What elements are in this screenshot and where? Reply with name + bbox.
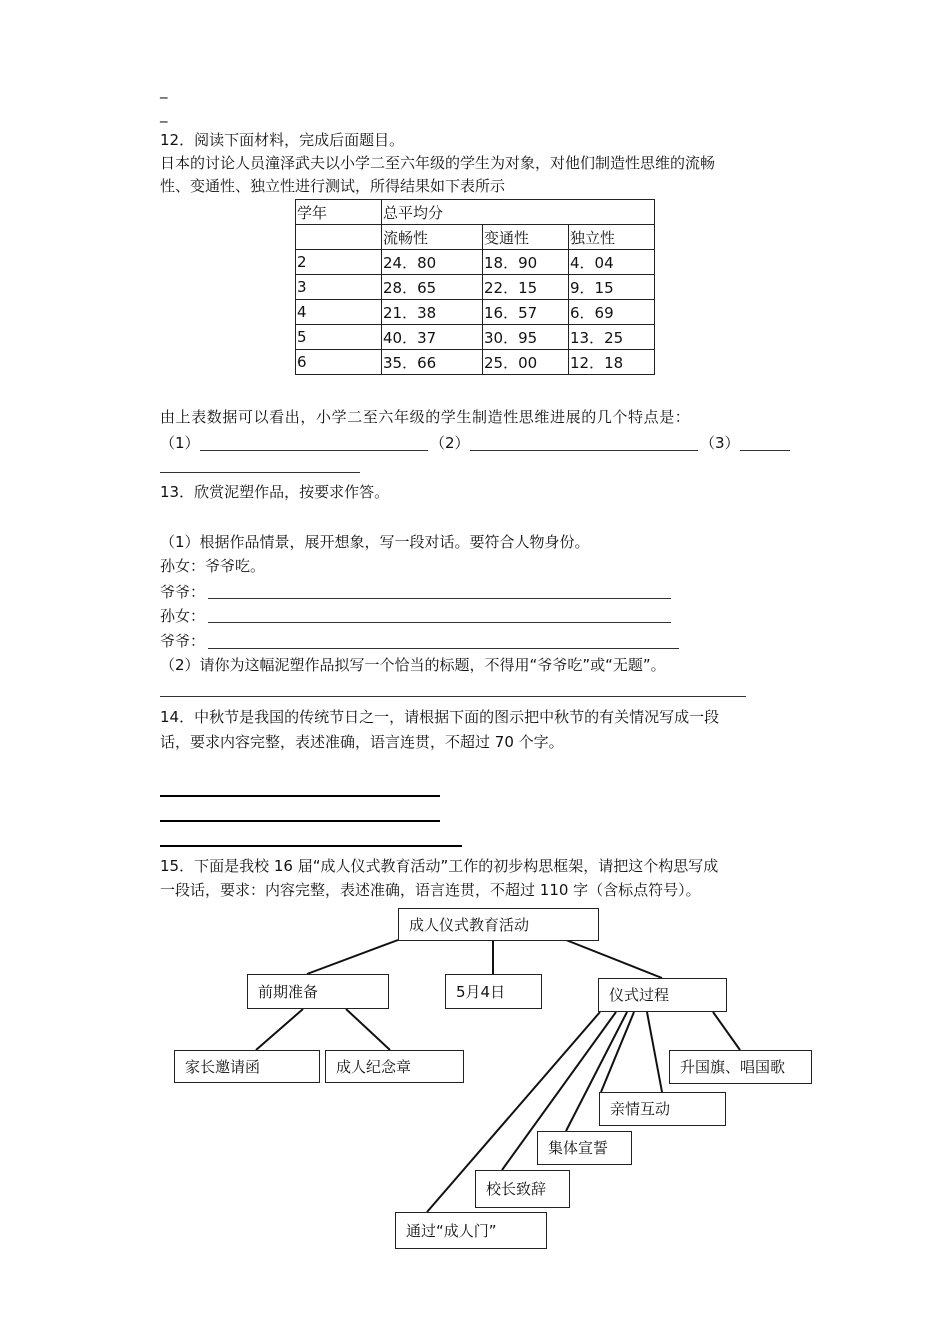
cell-fluency: 28．65 [382,275,483,300]
node-adult-gate: 通过“成人门” [395,1212,547,1249]
cell-flexibility: 18．90 [483,250,569,275]
cell-independence: 9．15 [569,275,655,300]
cell-fluency: 24．80 [382,250,483,275]
q12-title: 12．阅读下面材料，完成后面题目。 [160,131,405,149]
header-total: 总平均分 [382,200,655,225]
cell-independence: 6．69 [569,300,655,325]
stray-mark-2: _ [160,105,168,123]
cell-independence: 13．25 [569,325,655,350]
cell-grade: 3 [296,275,382,300]
node-date: 5月4日 [445,974,542,1009]
q12-intro-line1: 日本的讨论人员潼泽武夫以小学二至六年级的学生为对象，对他们制造性思维的流畅 [160,154,716,172]
node-badge: 成人纪念章 [325,1050,464,1083]
node-root: 成人仪式教育活动 [398,908,599,941]
header-fluency: 流畅性 [382,225,483,250]
q13-title: 13．欣赏泥塑作品，按要求作答。 [160,483,390,501]
cell-flexibility: 30．95 [483,325,569,350]
node-flag-anthem: 升国旗、唱国歌 [669,1050,812,1084]
connector-ceremony-flag [713,1012,740,1050]
q15-line2: 一段话，要求：内容完整，表述准确，语言连贯，不超过 110 字（含标点符号）。 [160,881,701,899]
q13-part2: （2）请你为这幅泥塑作品拟写一个恰当的标题，不得用“爷爷吃”或“无题”。 [160,656,666,674]
cell-grade: 5 [296,325,382,350]
header-grade: 学年 [296,200,382,225]
node-preparation: 前期准备 [247,974,389,1009]
q12-blank-label-2: （2） [430,434,470,452]
q14-line1: 14．中秋节是我国的传统节日之一，请根据下面的图示把中秋节的有关情况写成一段 [160,708,720,726]
connector-root-prep [307,940,398,974]
q14-line2: 话，要求内容完整，表述准确，语言连贯，不超过 70 个字。 [160,733,564,751]
q15-line1: 15．下面是我校 16 届“成人仪式教育活动”工作的初步构思框架，请把这个构思写成 [160,857,719,875]
q12-blank-label-1: （1） [160,434,200,452]
cell-grade: 6 [296,350,382,375]
node-ceremony: 仪式过程 [598,978,727,1012]
cell-fluency: 21．38 [382,300,483,325]
header-independence: 独立性 [569,225,655,250]
cell-grade: 2 [296,250,382,275]
q12-intro-line2: 性、变通性、独立性进行测试，所得结果如下表所示 [160,177,506,195]
node-oath: 集体宣誓 [537,1131,632,1165]
cell-fluency: 35．66 [382,350,483,375]
cell-grade: 4 [296,300,382,325]
cell-independence: 12．18 [569,350,655,375]
stray-mark-1: _ [160,81,168,99]
node-invitation: 家长邀请函 [174,1050,320,1083]
q13-part1: （1）根据作品情景，展开想象，写一段对话。要符合人物身份。 [160,533,590,551]
node-family-interaction: 亲情互动 [599,1092,726,1126]
cell-independence: 4．04 [569,250,655,275]
q12-conclusion: 由上表数据可以看出，小学二至六年级的学生制造性思维进展的几个特点是： [160,408,691,426]
header-flexibility: 变通性 [483,225,569,250]
cell-flexibility: 22．15 [483,275,569,300]
q13-dialogue-2-label: 爷爷： [160,583,206,601]
q13-dialogue-4-label: 爷爷： [160,632,206,650]
connector-ceremony-family [647,1012,662,1092]
cell-fluency: 40．37 [382,325,483,350]
q13-dialogue-1: 孙女：爷爷吃。 [160,557,266,575]
q13-dialogue-3-label: 孙女： [160,607,206,625]
connector-root-ceremony [566,940,662,978]
connector-prep-badge [346,1009,390,1050]
node-principal-speech: 校长致辞 [475,1170,570,1208]
connector-prep-invite [256,1009,303,1050]
cell-flexibility: 16．57 [483,300,569,325]
q12-blank-label-3: （3） [700,434,740,452]
cell-flexibility: 25．00 [483,350,569,375]
